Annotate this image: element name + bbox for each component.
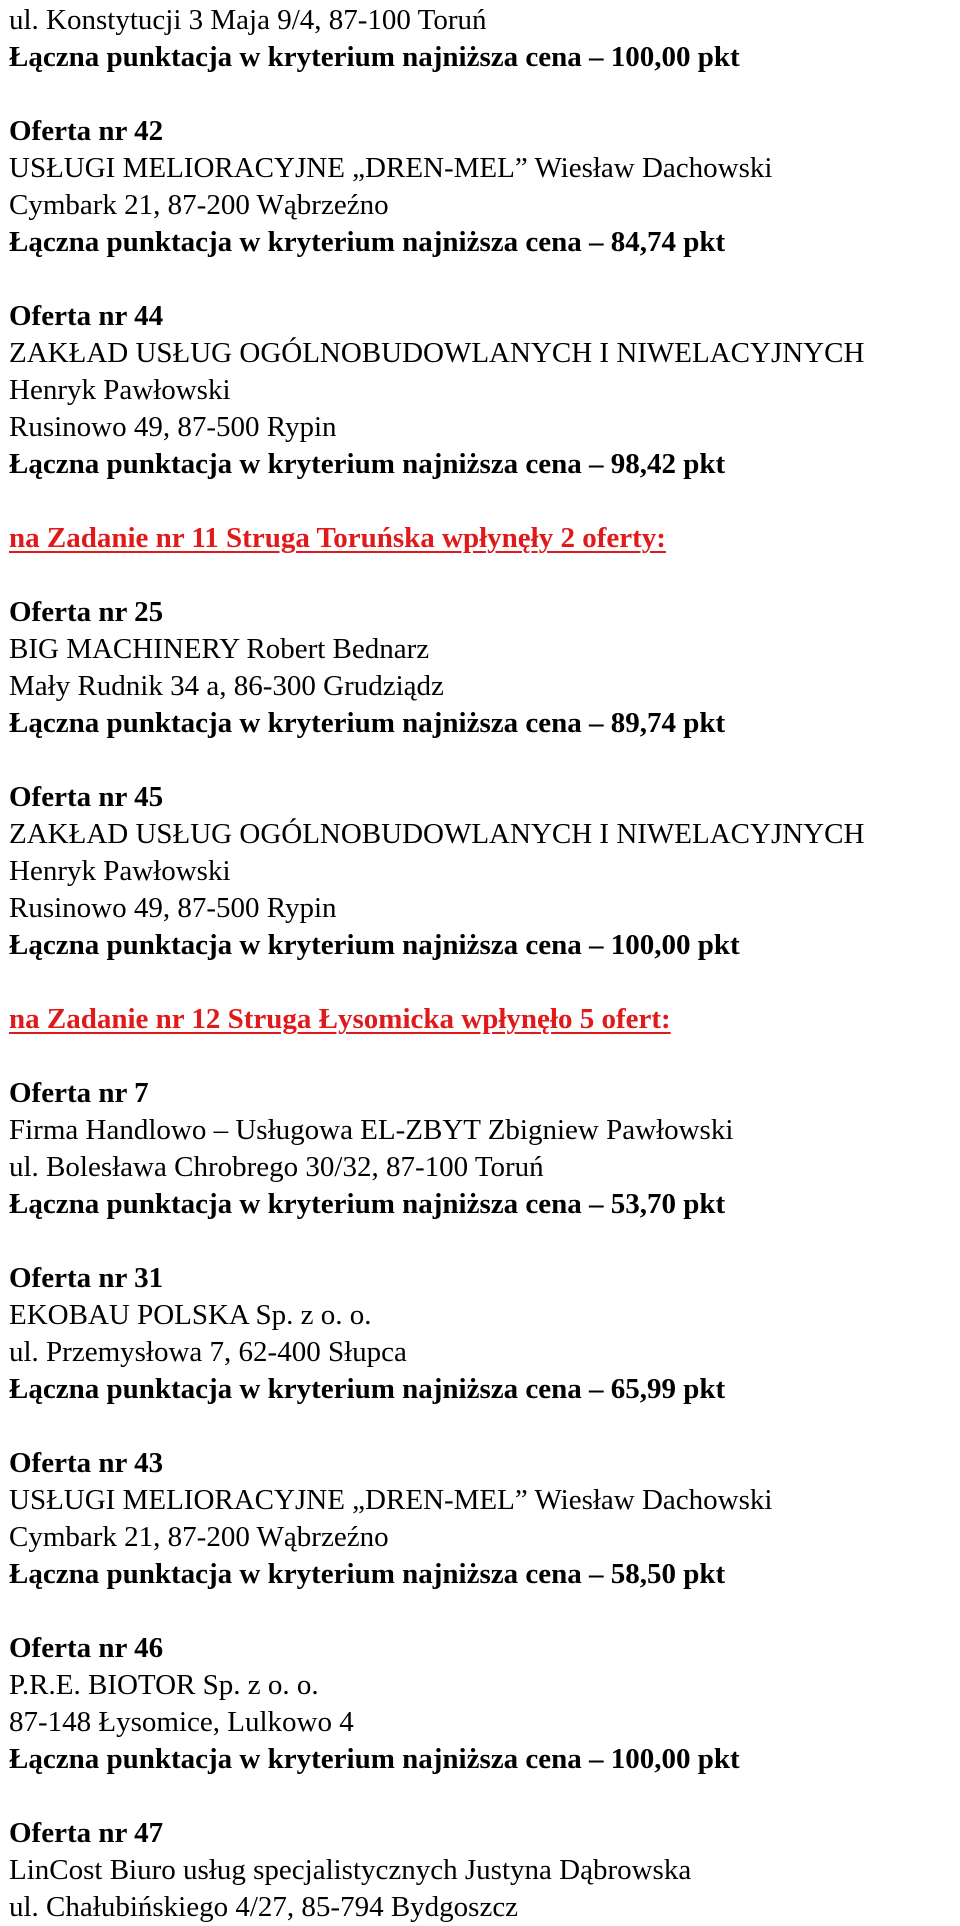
paragraph-spacer [9,742,954,779]
text-line: 87-148 Łysomice, Lulkowo 4 [9,1706,354,1738]
text-line: BIG MACHINERY Robert Bednarz [9,633,430,665]
offer-heading: Oferta nr 25 [9,596,164,628]
text-line: Henryk Pawłowski [9,855,231,887]
score-line: Łączna punktacja w kryterium najniższa cena – 53,70 pkt [9,1188,726,1220]
text-line: Mały Rudnik 34 a, 86-300 Grudziądz [9,670,444,702]
offer-heading: Oferta nr 47 [9,1817,164,1849]
document-page [9,2,954,1926]
text-line: EKOBAU POLSKA Sp. z o. o. [9,1299,372,1331]
paragraph-spacer [9,964,954,1001]
text-line: Rusinowo 49, 87-500 Rypin [9,892,337,924]
paragraph-spacer [9,1408,954,1445]
score-line: Łączna punktacja w kryterium najniższa cena – 89,74 pkt [9,707,726,739]
offer-heading: Oferta nr 42 [9,115,164,147]
score-line: Łączna punktacja w kryterium najniższa cena – 84,74 pkt [9,226,726,258]
paragraph-spacer [9,1778,954,1815]
text-line: USŁUGI MELIORACYJNE „DREN-MEL” Wiesław Dachowski [9,1484,773,1516]
task-heading: na Zadanie nr 11 Struga Toruńska wpłynęły 2 oferty: [9,522,666,554]
paragraph-spacer [9,76,954,113]
score-line: Łączna punktacja w kryterium najniższa cena – 100,00 pkt [9,1743,740,1775]
offer-heading: Oferta nr 45 [9,781,164,813]
text-line: P.R.E. BIOTOR Sp. z o. o. [9,1669,319,1701]
text-line: LinCost Biuro usług specjalistycznych Justyna Dąbrowska [9,1854,692,1886]
score-line: Łączna punktacja w kryterium najniższa cena – 98,42 pkt [9,448,726,480]
offer-heading: Oferta nr 44 [9,300,164,332]
text-line: ul. Chałubińskiego 4/27, 85-794 Bydgoszcz [9,1891,519,1923]
text-line: ul. Przemysłowa 7, 62-400 Słupca [9,1336,407,1368]
text-line: ul. Konstytucji 3 Maja 9/4, 87-100 Toruń [9,4,487,36]
offer-heading: Oferta nr 7 [9,1077,149,1109]
text-line: Firma Handlowo – Usługowa EL-ZBYT Zbigniew Pawłowski [9,1114,734,1146]
offer-heading: Oferta nr 43 [9,1447,164,1479]
paragraph-spacer [9,1038,954,1075]
paragraph-spacer [9,1593,954,1630]
paragraph-spacer [9,557,954,594]
text-line: Cymbark 21, 87-200 Wąbrzeźno [9,1521,389,1553]
text-line: ul. Bolesława Chrobrego 30/32, 87-100 Toruń [9,1151,544,1183]
paragraph-spacer [9,261,954,298]
paragraph-spacer [9,483,954,520]
paragraph-spacer [9,1223,954,1260]
score-line: Łączna punktacja w kryterium najniższa cena – 58,50 pkt [9,1558,726,1590]
text-line: ZAKŁAD USŁUG OGÓLNOBUDOWLANYCH I NIWELACYJNYCH [9,818,865,850]
score-line: Łączna punktacja w kryterium najniższa cena – 100,00 pkt [9,929,740,961]
text-line: ZAKŁAD USŁUG OGÓLNOBUDOWLANYCH I NIWELACYJNYCH [9,337,865,369]
offer-heading: Oferta nr 46 [9,1632,164,1664]
offer-heading: Oferta nr 31 [9,1262,164,1294]
text-line: USŁUGI MELIORACYJNE „DREN-MEL” Wiesław Dachowski [9,152,773,184]
text-line: Rusinowo 49, 87-500 Rypin [9,411,337,443]
task-heading: na Zadanie nr 12 Struga Łysomicka wpłynęło 5 ofert: [9,1003,671,1035]
text-line: Henryk Pawłowski [9,374,231,406]
score-line: Łączna punktacja w kryterium najniższa cena – 65,99 pkt [9,1373,726,1405]
score-line: Łączna punktacja w kryterium najniższa cena – 100,00 pkt [9,41,740,73]
text-line: Cymbark 21, 87-200 Wąbrzeźno [9,189,389,221]
